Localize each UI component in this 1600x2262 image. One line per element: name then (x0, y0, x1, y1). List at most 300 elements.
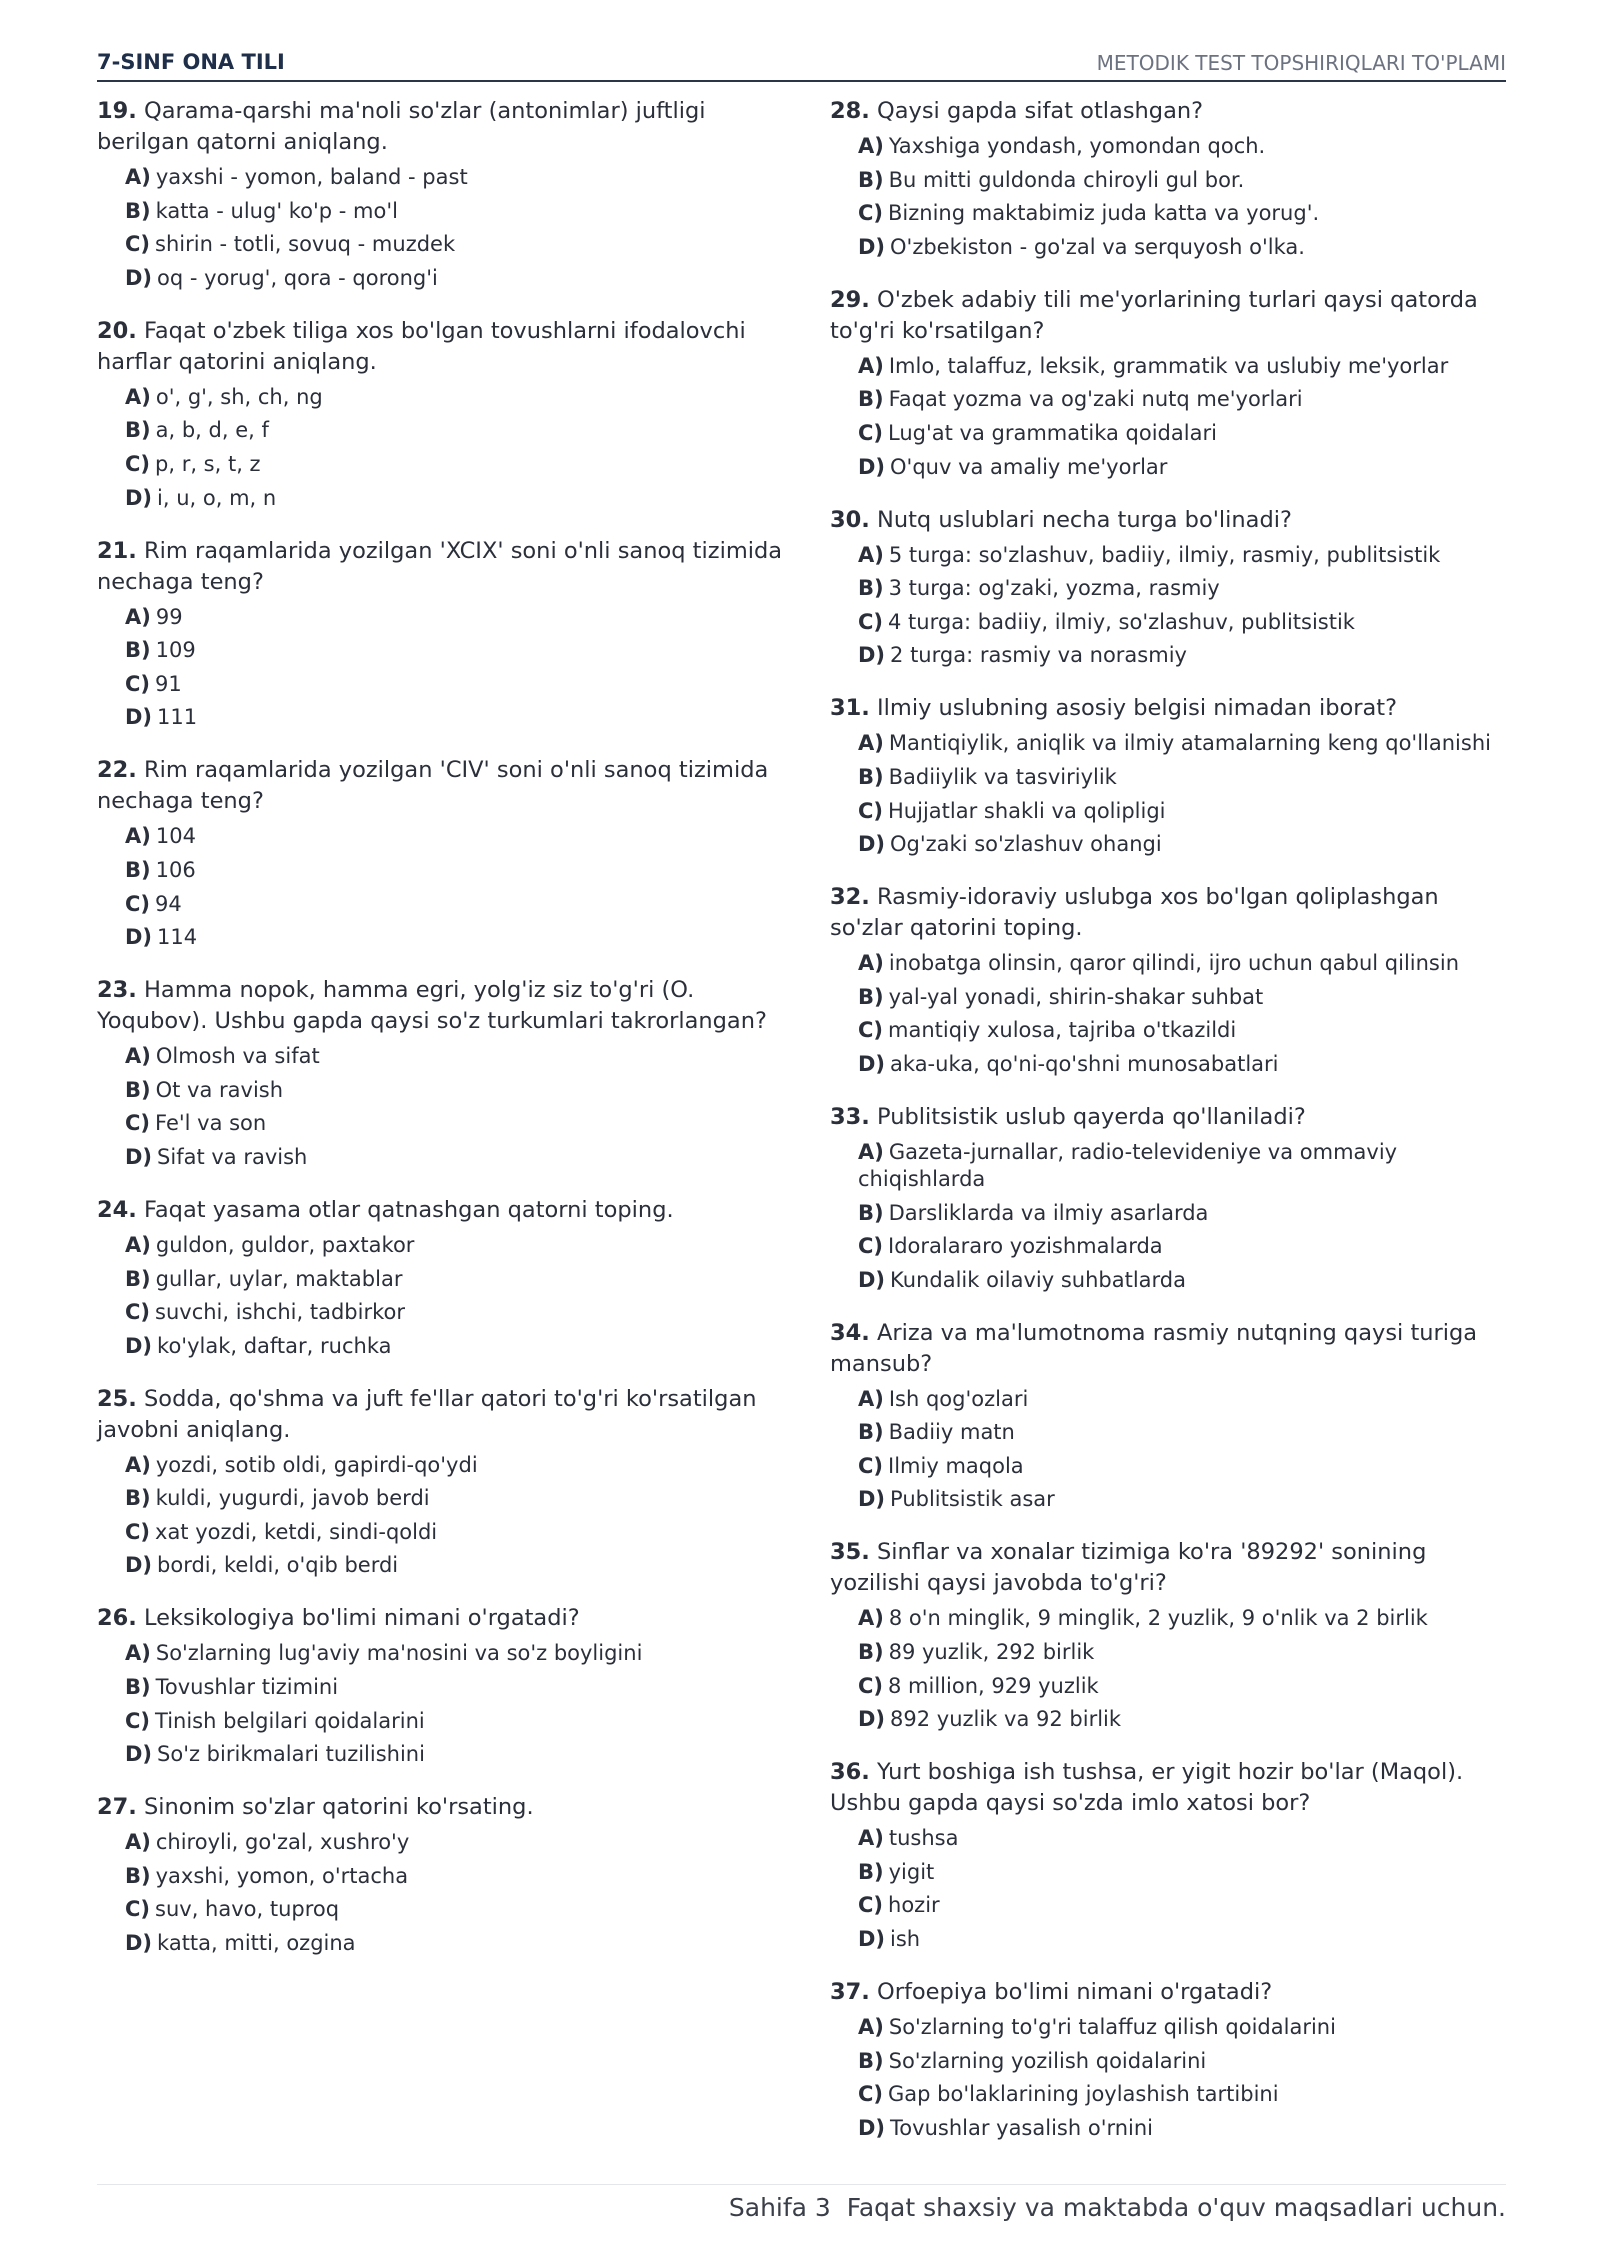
option-letter: B) (125, 1486, 151, 1511)
option-letter: D) (125, 1931, 153, 1956)
option-text: Tinish belgilari qoidalarini (155, 1708, 425, 1733)
option-letter: A) (858, 1826, 884, 1851)
option-letter: C) (125, 891, 151, 916)
answer-option (97, 451, 787, 478)
option-letter: D) (125, 265, 153, 290)
question-prompt: Rim raqamlarida yozilgan 'XCIX' soni o'nli sanoq tizimida nechaga teng? (97, 537, 783, 595)
question-number: 24. (97, 1196, 137, 1223)
option-text: Ot va ravish (155, 1077, 284, 1102)
option-text: Badiiy matn (888, 1420, 1015, 1445)
option-text: Yaxshiga yondash, yomondan qoch. (888, 134, 1266, 158)
option-text: Sifat va ravish (157, 1144, 308, 1169)
question-text (830, 1537, 1510, 1599)
option-letter: B) (858, 764, 884, 789)
option-letter: C) (858, 1673, 884, 1698)
option-text: 8 million, 929 yuzlik (888, 1673, 1099, 1698)
answer-option (97, 1452, 787, 1479)
option-letter: A) (125, 604, 151, 629)
answer-option (830, 1706, 1510, 1733)
option-text: So'zlarning yozilish qoidalarini (888, 2048, 1207, 2073)
question-prompt: O'zbek adabiy tili me'yorlarining turlari qaysi qatorda to'g'ri ko'rsatilgan? (830, 286, 1478, 344)
option-text: Mantiqiylik, aniqlik va ilmiy atamalarning keng qo'llanishi (888, 731, 1491, 756)
question (830, 1757, 1510, 1953)
answer-option (830, 1859, 1510, 1886)
answer-option (97, 671, 787, 698)
right-column (830, 96, 1510, 2166)
question (97, 536, 787, 732)
option-text: Publitsistik asar (890, 1487, 1055, 1512)
option-text: 106 (155, 857, 196, 882)
option-text: Imlo, talaffuz, leksik, grammatik va uslubiy me'yorlar (888, 353, 1449, 378)
option-letter: C) (858, 798, 884, 823)
option-letter: B) (858, 1200, 884, 1225)
option-text: i, u, o, m, n (157, 485, 277, 510)
option-letter: A) (858, 1606, 884, 1631)
option-text: ish (890, 1927, 921, 1952)
question-text (830, 1757, 1510, 1819)
option-text: yaxshi, yomon, o'rtacha (155, 1863, 409, 1888)
answer-option (830, 1419, 1510, 1446)
option-letter: C) (125, 1111, 151, 1136)
answer-option (830, 2014, 1510, 2041)
option-letter: D) (125, 705, 153, 730)
option-letter: B) (125, 1266, 151, 1291)
option-letter: C) (125, 1519, 151, 1544)
option-letter: B) (858, 1859, 884, 1884)
option-text: So'zlarning lug'aviy ma'nosini va so'z boyligini (155, 1641, 643, 1666)
option-letter: A) (858, 134, 884, 158)
question-number: 31. (830, 695, 870, 722)
option-text: 4 turga: badiiy, ilmiy, so'zlashuv, publitsistik (888, 609, 1355, 634)
option-letter: C) (858, 1234, 884, 1259)
question-number: 37. (830, 1979, 870, 2006)
answer-option (830, 167, 1510, 194)
answer-option (97, 1896, 787, 1923)
option-letter: B) (858, 984, 884, 1009)
answer-option (830, 1486, 1510, 1513)
option-letter: A) (125, 1044, 151, 1069)
option-letter: B) (125, 198, 151, 223)
option-text: guldon, guldor, paxtakor (155, 1232, 415, 1257)
question-prompt: Nutq uslublari necha turga bo'linadi? (877, 506, 1292, 533)
left-column (97, 96, 787, 1981)
option-letter: D) (125, 925, 153, 950)
answer-option (97, 604, 787, 631)
question-text (830, 1102, 1510, 1133)
option-text: tushsa (888, 1826, 959, 1851)
answer-option (97, 1829, 787, 1856)
question-prompt: Rasmiy-idoraviy uslubga xos bo'lgan qoliplashgan so'zlar qatorini toping. (830, 884, 1439, 942)
option-letter: B) (858, 576, 884, 601)
question (830, 693, 1510, 858)
answer-option (830, 1639, 1510, 1666)
option-letter: B) (858, 167, 884, 192)
question-number: 32. (830, 884, 870, 911)
answer-option (830, 984, 1510, 1011)
option-text: xat yozdi, ketdi, sindi-qoldi (155, 1519, 438, 1544)
question-text (97, 536, 787, 598)
answer-option (830, 609, 1510, 636)
option-text: oq - yorug', qora - qorong'i (157, 265, 438, 290)
answer-option (97, 1299, 787, 1326)
page-header (97, 46, 1506, 82)
option-text: 91 (155, 671, 182, 696)
option-text: suv, havo, tuproq (155, 1897, 340, 1922)
question-prompt: Orfoepiya bo'limi nimani o'rgatadi? (877, 1979, 1273, 2006)
option-letter: A) (125, 165, 151, 189)
option-letter: B) (125, 1863, 151, 1888)
answer-option (97, 1232, 787, 1259)
answer-option (97, 891, 787, 918)
option-letter: D) (125, 1144, 153, 1169)
question-prompt: Sodda, qo'shma va juft fe'llar qatori to'g'ri ko'rsatilgan javobni aniqlang. (97, 1385, 757, 1443)
question (97, 1792, 787, 1957)
option-text: katta, mitti, ozgina (157, 1931, 356, 1956)
question-text (830, 505, 1510, 536)
option-text: 99 (155, 604, 183, 629)
question (830, 1537, 1510, 1733)
option-letter: C) (858, 201, 884, 226)
answer-option (830, 1267, 1510, 1294)
option-text: 109 (155, 638, 196, 663)
answer-option (97, 1110, 787, 1137)
answer-option (97, 198, 787, 225)
collection-title: METODIK TEST TOPSHIRIQLARI TO'PLAMI (1096, 51, 1506, 75)
option-text: 8 o'n minglik, 9 minglik, 2 yuzlik, 9 o'nlik va 2 birlik (888, 1606, 1428, 1631)
option-text: So'zlarning to'g'ri talaffuz qilish qoidalarini (888, 2015, 1336, 2040)
option-letter: D) (125, 1742, 153, 1767)
question-text (97, 1603, 787, 1634)
answer-option (830, 2048, 1510, 2075)
option-text: Lug'at va grammatika qoidalari (888, 420, 1217, 445)
answer-option (830, 2115, 1510, 2142)
option-text: Olmosh va sifat (155, 1044, 320, 1069)
option-letter: C) (858, 1893, 884, 1918)
option-letter: D) (125, 1553, 153, 1578)
answer-option (830, 764, 1510, 791)
question (97, 1195, 787, 1360)
question-text (97, 1384, 787, 1446)
answer-option (97, 1043, 787, 1070)
option-letter: A) (858, 1386, 884, 1411)
option-text: Fe'l va son (155, 1111, 267, 1136)
answer-option (830, 1233, 1510, 1260)
option-letter: D) (125, 1333, 153, 1358)
answer-option (830, 831, 1510, 858)
question-number: 19. (97, 98, 137, 124)
option-text: aka-uka, qo'ni-qo'shni munosabatlari (890, 1051, 1279, 1076)
question-prompt: Ilmiy uslubning asosiy belgisi nimadan iborat? (877, 695, 1398, 722)
answer-option (830, 798, 1510, 825)
option-letter: A) (125, 1232, 151, 1257)
question-text (97, 316, 787, 378)
question-prompt: Hamma nopok, hamma egri, yolg'iz siz to'g'ri (O. Yoqubov). Ushbu gapda qaysi so'z turkumlari takrorlangan? (97, 977, 767, 1035)
option-text: gullar, uylar, maktablar (155, 1266, 403, 1291)
option-letter: A) (125, 1452, 151, 1477)
question-number: 26. (97, 1605, 137, 1632)
answer-option (830, 1453, 1510, 1480)
answer-option (97, 823, 787, 850)
option-text: 114 (157, 925, 198, 950)
option-text: Darsliklarda va ilmiy asarlarda (888, 1200, 1209, 1225)
question-text (830, 693, 1510, 724)
question-prompt: Qaysi gapda sifat otlashgan? (877, 98, 1204, 124)
answer-option (830, 1926, 1510, 1953)
option-letter: A) (125, 1830, 151, 1855)
answer-option (97, 1640, 787, 1667)
question (97, 316, 787, 512)
question (830, 1102, 1510, 1294)
option-text: mantiqiy xulosa, tajriba o'tkazildi (888, 1018, 1237, 1043)
option-text: 94 (155, 891, 182, 916)
question-number: 33. (830, 1103, 870, 1130)
option-letter: B) (125, 638, 151, 663)
page-number: Sahifa 3 (728, 2193, 831, 2222)
question (830, 1977, 1510, 2142)
option-letter: D) (858, 1487, 886, 1512)
option-text: shirin - totli, sovuq - muzdek (155, 232, 456, 257)
question (830, 882, 1510, 1078)
option-letter: A) (858, 1139, 884, 1164)
question-number: 21. (97, 537, 137, 564)
option-text: Bu mitti guldonda chiroyli gul bor. (888, 167, 1245, 192)
answer-option (97, 1266, 787, 1293)
answer-option (830, 353, 1510, 380)
option-letter: A) (858, 542, 884, 567)
option-text: So'z birikmalari tuzilishini (157, 1742, 425, 1767)
option-letter: D) (858, 454, 886, 479)
option-text: 3 turga: og'zaki, yozma, rasmiy (888, 576, 1220, 601)
option-letter: A) (858, 731, 884, 756)
option-text: Gazeta-jurnallar, radio-televideniye va ommaviy chiqishlarda (858, 1139, 1398, 1191)
option-letter: C) (125, 671, 151, 696)
option-letter: B) (858, 1640, 884, 1665)
question-number: 27. (97, 1794, 137, 1821)
option-letter: B) (858, 1420, 884, 1445)
question-prompt: Faqat yasama otlar qatnashgan qatorni toping. (144, 1196, 674, 1223)
option-text: katta - ulug' ko'p - mo'l (155, 198, 398, 223)
question (830, 505, 1510, 670)
option-text: yozdi, sotib oldi, gapirdi-qo'ydi (155, 1452, 478, 1477)
question-prompt: Leksikologiya bo'limi nimani o'rgatadi? (144, 1605, 580, 1632)
question-text (97, 755, 787, 817)
question-number: 22. (97, 757, 137, 784)
option-letter: A) (125, 1641, 151, 1666)
option-letter: C) (858, 420, 884, 445)
question (830, 285, 1510, 481)
question (830, 96, 1510, 261)
option-text: O'zbekiston - go'zal va serquyosh o'lka. (890, 234, 1305, 259)
answer-option (97, 1485, 787, 1512)
question-prompt: Ariza va ma'lumotnoma rasmiy nutqning qaysi turiga mansub? (830, 1319, 1478, 1377)
question-text (97, 96, 787, 158)
question-text (97, 975, 787, 1037)
answer-option (97, 637, 787, 664)
question-number: 20. (97, 317, 137, 344)
answer-option (830, 234, 1510, 261)
question-text (830, 285, 1510, 347)
answer-option (830, 454, 1510, 481)
answer-option (97, 1863, 787, 1890)
answer-option (97, 265, 787, 292)
option-text: Ilmiy maqola (888, 1453, 1024, 1478)
option-text: Tovushlar yasalish o'rnini (890, 2115, 1154, 2140)
question-text (97, 1195, 787, 1226)
question-text (830, 1318, 1510, 1380)
answer-option (830, 1200, 1510, 1227)
option-text: Og'zaki so'zlashuv ohangi (890, 832, 1162, 857)
answer-option (830, 2081, 1510, 2108)
answer-option (830, 1051, 1510, 1078)
option-letter: D) (858, 1707, 886, 1732)
answer-option (830, 950, 1510, 977)
option-letter: B) (125, 857, 151, 882)
answer-option (830, 1139, 1510, 1193)
answer-option (830, 575, 1510, 602)
answer-option (97, 1741, 787, 1768)
question-number: 29. (830, 286, 870, 313)
question (97, 1384, 787, 1580)
answer-option (97, 164, 787, 191)
option-letter: A) (125, 384, 151, 409)
question-prompt: Qarama-qarshi ma'noli so'zlar (antonimlar) juftligi berilgan qatorni aniqlang. (97, 98, 706, 155)
answer-option (97, 704, 787, 731)
question-number: 30. (830, 506, 870, 533)
option-letter: D) (858, 1267, 886, 1292)
option-text: Kundalik oilaviy suhbatlarda (890, 1267, 1186, 1292)
option-letter: D) (858, 234, 886, 259)
option-text: suvchi, ishchi, tadbirkor (155, 1300, 405, 1325)
question-number: 36. (830, 1759, 870, 1786)
question-text (830, 96, 1510, 127)
option-text: yaxshi - yomon, baland - past (155, 165, 468, 189)
question (830, 1318, 1510, 1514)
question-number: 25. (97, 1385, 137, 1412)
question-prompt: Sinonim so'zlar qatorini ko'rsating. (144, 1794, 534, 1821)
option-text: Idoralararo yozishmalarda (888, 1234, 1163, 1259)
option-text: Gap bo'laklarining joylashish tartibini (888, 2082, 1279, 2107)
option-text: 111 (157, 705, 198, 730)
option-text: Bizning maktabimiz juda katta va yorug'. (888, 201, 1320, 226)
option-text: bordi, keldi, o'qib berdi (157, 1553, 399, 1578)
option-text: a, b, d, e, f (155, 418, 269, 443)
answer-option (97, 231, 787, 258)
option-text: Badiiylik va tasviriylik (888, 764, 1117, 789)
option-text: yigit (888, 1859, 935, 1884)
page-footer (729, 2193, 1506, 2222)
option-letter: B) (858, 387, 884, 412)
footer-note: Faqat shaxsiy va maktabda o'quv maqsadlari uchun. (846, 2193, 1506, 2222)
option-text: 5 turga: so'zlashuv, badiiy, ilmiy, rasmiy, publitsistik (888, 542, 1441, 567)
question (97, 1603, 787, 1768)
option-text: 104 (155, 824, 196, 849)
subject-title: 7-SINF ONA TILI (97, 50, 285, 74)
option-letter: D) (858, 643, 886, 668)
answer-option (830, 1825, 1510, 1852)
question-prompt: Sinflar va xonalar tizimiga ko'ra '89292' sonining yozilishi qaysi javobda to'g'ri? (830, 1539, 1427, 1597)
option-letter: A) (858, 2015, 884, 2040)
option-text: 892 yuzlik va 92 birlik (890, 1707, 1122, 1732)
question-text (830, 1977, 1510, 2008)
question-prompt: Yurt boshiga ish tushsa, er yigit hozir bo'lar (Maqol). Ushbu gapda qaysi so'zda imlo xatosi bor? (830, 1759, 1464, 1817)
option-text: chiroyli, go'zal, xushro'y (155, 1830, 410, 1855)
option-letter: D) (858, 1051, 886, 1076)
question-prompt: Faqat o'zbek tiliga xos bo'lgan tovushlarni ifodalovchi harflar qatorini aniqlang. (97, 317, 746, 375)
option-text: kuldi, yugurdi, javob berdi (155, 1486, 430, 1511)
option-text: Hujjatlar shakli va qolipligi (888, 798, 1166, 823)
option-text: o', g', sh, ch, ng (155, 384, 323, 409)
option-letter: C) (125, 1708, 151, 1733)
question-text (97, 1792, 787, 1823)
answer-option (830, 420, 1510, 447)
question-number: 34. (830, 1319, 870, 1346)
option-letter: A) (858, 353, 884, 378)
answer-option (97, 417, 787, 444)
answer-option (97, 924, 787, 951)
option-letter: C) (125, 1897, 151, 1922)
option-letter: D) (858, 832, 886, 857)
question (97, 975, 787, 1171)
answer-option (830, 542, 1510, 569)
answer-option (830, 133, 1510, 160)
option-letter: C) (125, 232, 151, 257)
option-text: inobatga olinsin, qaror qilindi, ijro uchun qabul qilinsin (888, 951, 1460, 976)
answer-option (830, 1017, 1510, 1044)
option-letter: B) (125, 1675, 151, 1700)
question (97, 755, 787, 951)
option-letter: B) (858, 2048, 884, 2073)
option-text: 89 yuzlik, 292 birlik (888, 1640, 1095, 1665)
option-text: 2 turga: rasmiy va norasmiy (890, 643, 1187, 668)
question-prompt: Rim raqamlarida yozilgan 'CIV' soni o'nli sanoq tizimida nechaga teng? (97, 757, 769, 815)
question-number: 23. (97, 977, 137, 1004)
option-letter: D) (858, 2115, 886, 2140)
footer-divider (97, 2184, 1506, 2185)
option-text: yal-yal yonadi, shirin-shakar suhbat (888, 984, 1264, 1009)
answer-option (97, 857, 787, 884)
answer-option (830, 1386, 1510, 1413)
question-text (830, 882, 1510, 944)
option-letter: A) (858, 951, 884, 976)
option-letter: A) (125, 824, 151, 849)
option-letter: C) (125, 1300, 151, 1325)
option-text: p, r, s, t, z (155, 451, 261, 476)
question-number: 35. (830, 1539, 870, 1566)
answer-option (830, 1892, 1510, 1919)
answer-option (97, 1708, 787, 1735)
option-letter: C) (858, 1018, 884, 1043)
option-letter: B) (125, 418, 151, 443)
answer-option (830, 1605, 1510, 1632)
option-text: Tovushlar tizimini (155, 1675, 339, 1700)
answer-option (830, 642, 1510, 669)
question-prompt: Publitsistik uslub qayerda qo'llaniladi? (877, 1103, 1306, 1130)
answer-option (97, 1144, 787, 1171)
option-letter: B) (125, 1077, 151, 1102)
option-text: O'quv va amaliy me'yorlar (890, 454, 1168, 479)
option-letter: C) (858, 609, 884, 634)
option-letter: C) (125, 451, 151, 476)
answer-option (97, 485, 787, 512)
option-text: ko'ylak, daftar, ruchka (157, 1333, 392, 1358)
question (97, 96, 787, 292)
answer-option (830, 730, 1510, 757)
option-letter: C) (858, 2082, 884, 2107)
option-text: Ish qog'ozlari (888, 1386, 1029, 1411)
option-text: hozir (888, 1893, 940, 1918)
answer-option (97, 1333, 787, 1360)
option-letter: D) (125, 485, 153, 510)
